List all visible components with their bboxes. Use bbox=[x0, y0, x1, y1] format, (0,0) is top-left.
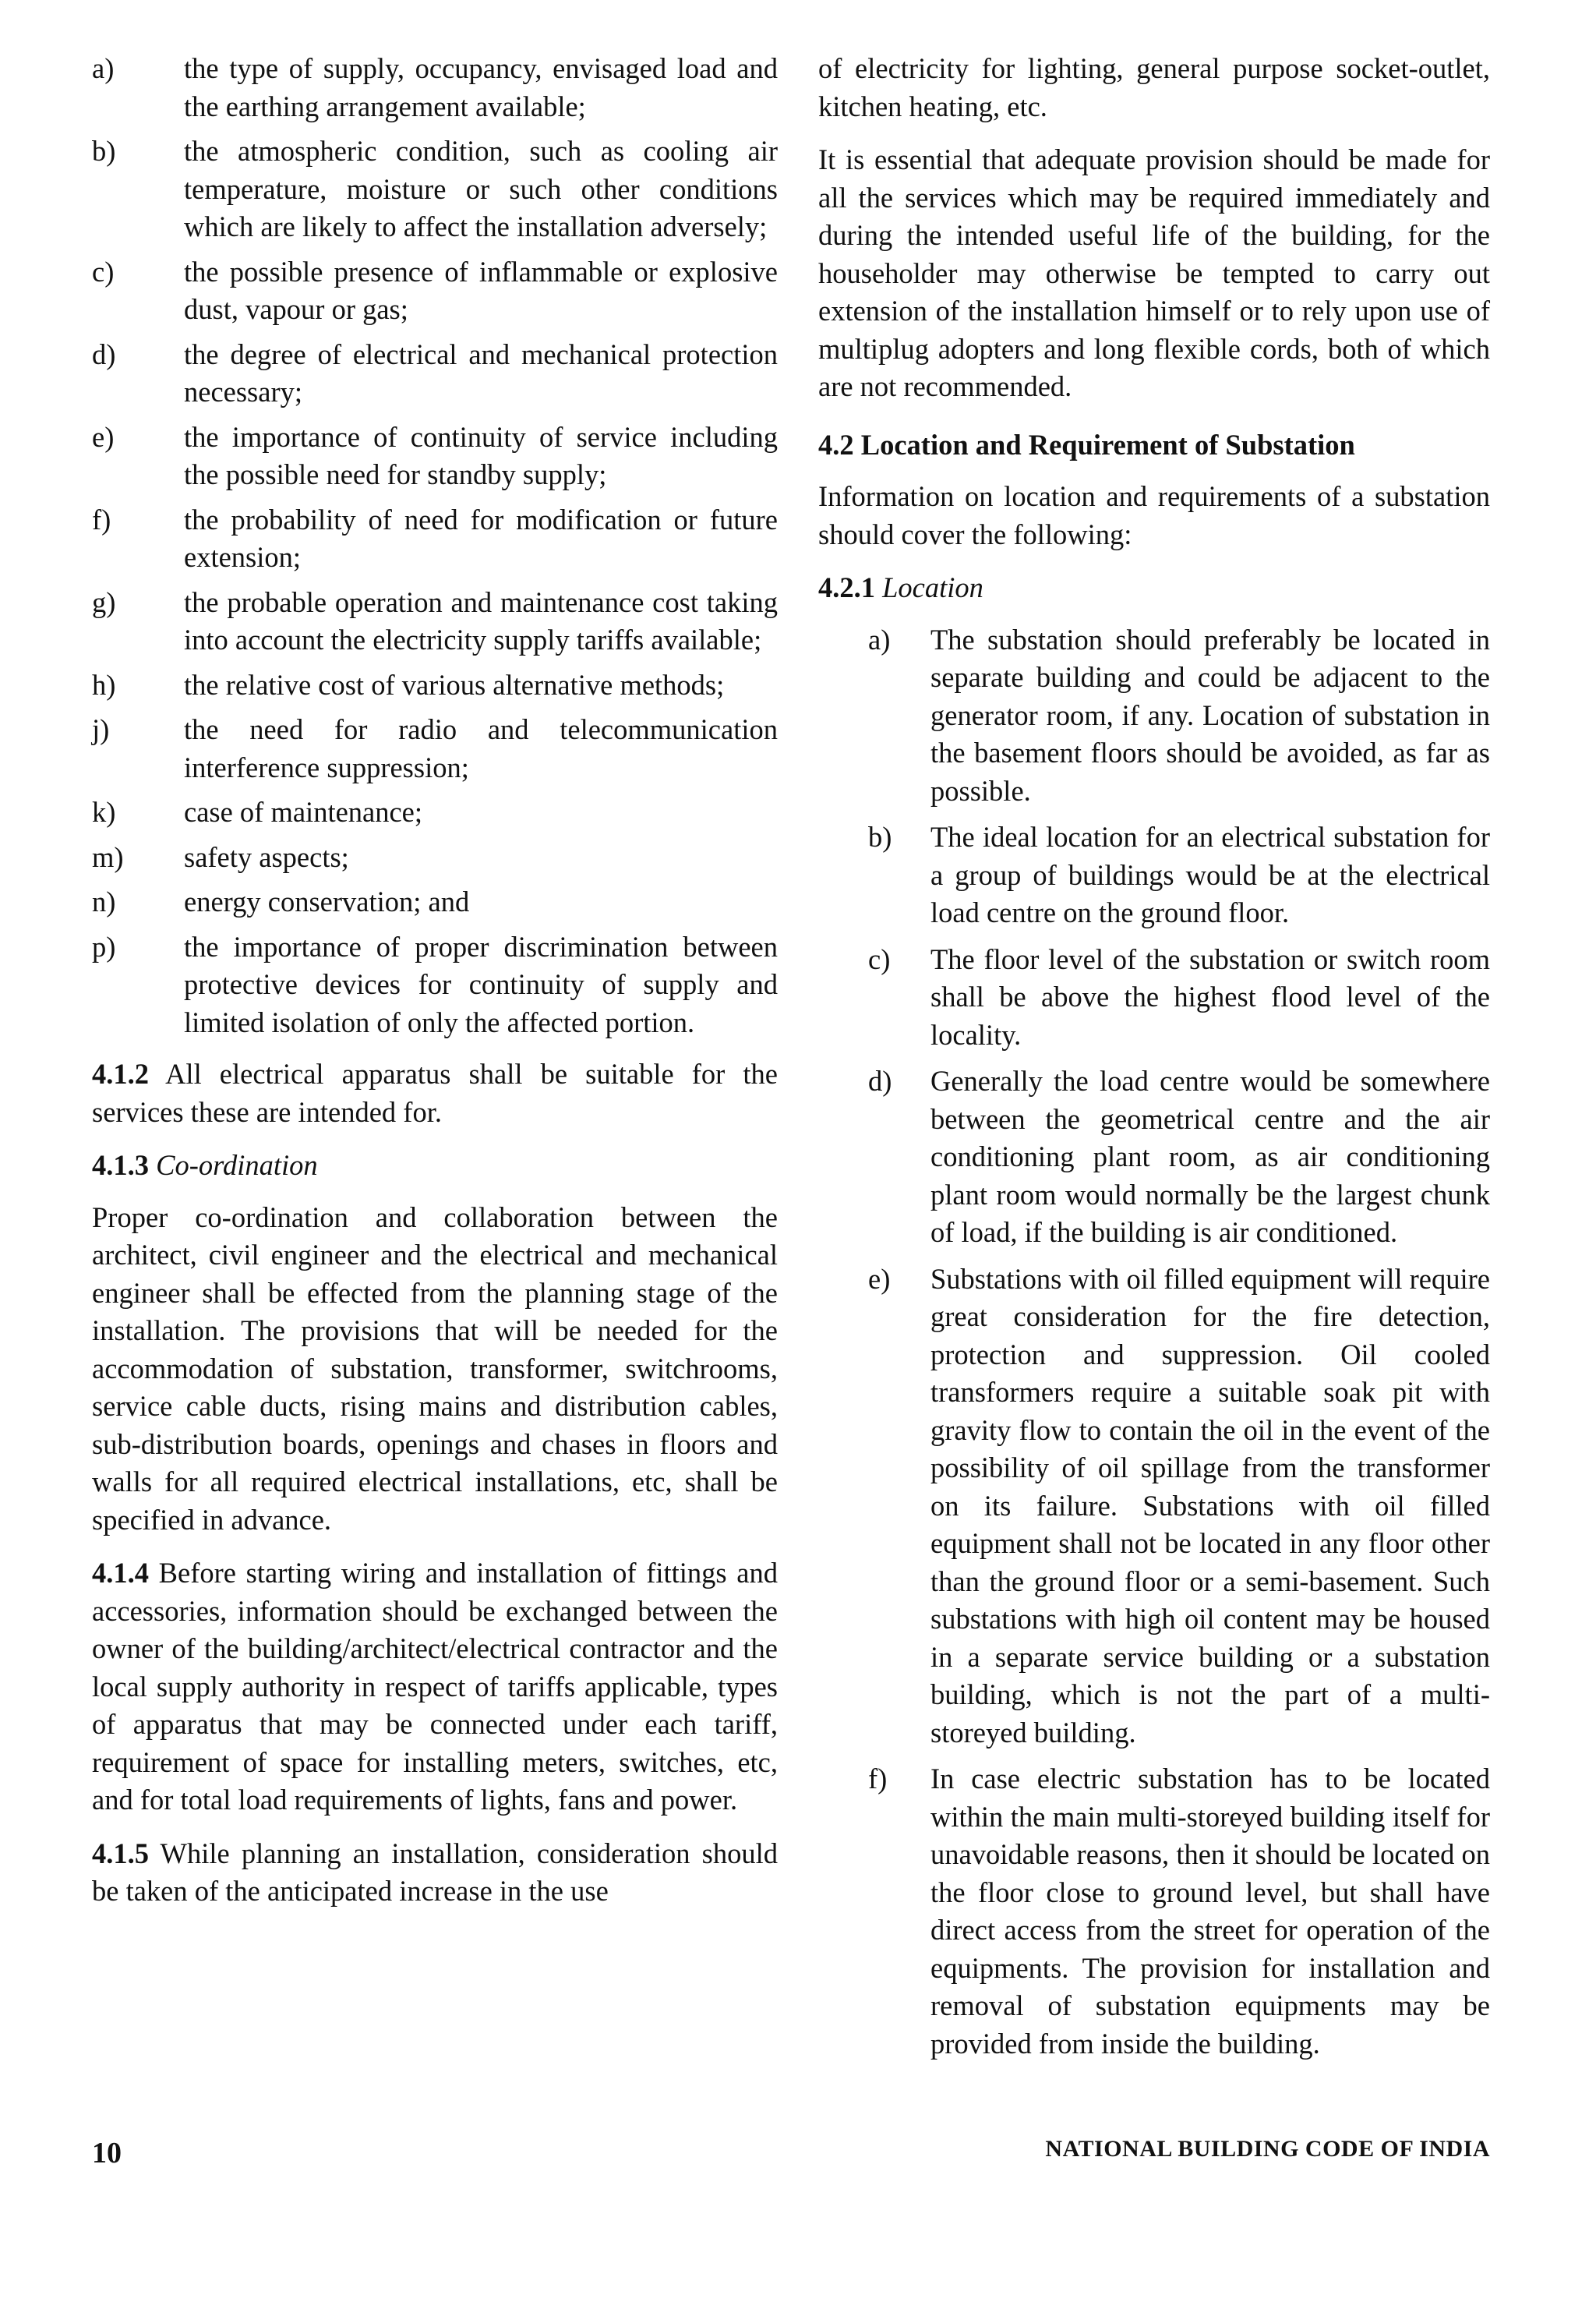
list-item-text: case of maintenance; bbox=[184, 796, 423, 828]
list-item bbox=[92, 253, 778, 329]
list-marker: j) bbox=[92, 713, 110, 745]
list-marker: g) bbox=[92, 585, 116, 618]
clause-4-1-4 bbox=[92, 1554, 778, 1819]
list-item-text: the relative cost of various alternative methods; bbox=[184, 668, 725, 701]
list-item bbox=[92, 711, 778, 787]
clause-4-1-2 bbox=[92, 1055, 778, 1131]
list-item-text: The ideal location for an electrical substation for a group of buildings would be at the electrical load centre on the ground floor. bbox=[930, 821, 1490, 928]
clause-number: 4.2 bbox=[818, 428, 854, 461]
list-item bbox=[92, 928, 778, 1042]
list-item bbox=[868, 1063, 1490, 1252]
list-marker: k) bbox=[92, 796, 116, 828]
list-marker: f) bbox=[868, 1763, 888, 1795]
list-marker: h) bbox=[92, 668, 116, 701]
list-marker: c) bbox=[868, 942, 891, 975]
clause-title: Location and Requirement of Substation bbox=[853, 428, 1355, 461]
clause-4-2-paragraph: Information on location and requirements of a substation should cover the following: bbox=[818, 480, 1490, 550]
list-item bbox=[92, 883, 778, 921]
list-item bbox=[868, 819, 1490, 932]
clause-text: Before starting wiring and installation of fittings and accessories, information should be exchanged between the owner of the building/architect/electrical contractor and the local supply authority in respect of tariffs applicable, types of apparatus that may be connected under each tariff, requirement of space for installing meters, switches, etc, and for total load requirements of lights, fans and power. bbox=[92, 1557, 778, 1816]
clause-4-1-3-heading bbox=[92, 1147, 778, 1185]
list-item bbox=[868, 941, 1490, 1055]
clause-title: Location bbox=[882, 571, 983, 603]
page-number: 10 bbox=[92, 2137, 122, 2169]
page-footer bbox=[92, 2136, 1490, 2170]
list-marker: c) bbox=[92, 255, 115, 288]
list-item bbox=[92, 794, 778, 832]
list-item bbox=[92, 584, 778, 659]
list-item bbox=[868, 621, 1490, 811]
list-item-text: the probable operation and maintenance cost taking into account the electricity supply tariffs available; bbox=[184, 585, 778, 656]
clause-number: 4.1.5 bbox=[92, 1837, 149, 1869]
list-item-text: the type of supply, occupancy, envisaged load and the earthing arrangement available; bbox=[184, 52, 778, 122]
list-item-text: the probability of need for modification or future extension; bbox=[184, 503, 778, 573]
list-marker: d) bbox=[868, 1065, 892, 1097]
requirements-list bbox=[92, 50, 778, 1041]
list-item-text: The floor level of the substation or switch room shall be above the highest flood level of the locality. bbox=[930, 942, 1490, 1051]
clause-4-2-1-heading bbox=[818, 569, 1490, 607]
clause-number: 4.1.3 bbox=[92, 1149, 149, 1181]
list-marker: d) bbox=[92, 338, 116, 370]
clause-4-1-3-paragraph: Proper co-ordination and collaboration between the architect, civil engineer and the electrical and mechanical engineer shall be effected from the planning stage of the installation. The provisions that will be needed for the accommodation of substation, transformer, switchrooms, service cable ducts, rising mains and distribution cables, sub-distribution boards, openings and chases in floors and walls for all required electrical installations, etc, shall be specified in advance. bbox=[92, 1200, 778, 1536]
clause-text: All electrical apparatus shall be suitable for the services these are intended for. bbox=[92, 1058, 778, 1128]
clause-number: 4.2.1 bbox=[818, 571, 875, 603]
clause-text: While planning an installation, consideration should be taken of the anticipated increase in the use bbox=[92, 1837, 778, 1907]
list-marker: p) bbox=[92, 930, 116, 963]
list-item-text: the degree of electrical and mechanical protection necessary; bbox=[184, 338, 778, 408]
list-item bbox=[92, 419, 778, 494]
list-item-text: Generally the load centre would be somewhere between the geometrical centre and the air conditioning plant room, as air conditioning plant room would normally be the largest chunk of load, if the building is air conditioned. bbox=[930, 1065, 1490, 1248]
clause-title: Co-ordination bbox=[156, 1149, 318, 1181]
clause-number: 4.1.4 bbox=[92, 1557, 149, 1589]
provision-paragraph: It is essential that adequate provision should be made for all the services which may be required immediately and during the intended useful life of the building, for the householder may otherwise be tempted to carry out extension of the installation himself or to rely upon use of multiplug adopters and long flexible cords, both of which are not recommended. bbox=[818, 143, 1490, 402]
list-item-text: The substation should preferably be located in separate building and could be adjacent to the generator room, if any. Location of substation in the basement floors should be avoided, as far as possible. bbox=[930, 623, 1490, 807]
list-marker: a) bbox=[92, 52, 115, 84]
list-marker: e) bbox=[92, 420, 115, 453]
list-item bbox=[868, 1760, 1490, 2063]
list-item bbox=[92, 133, 778, 246]
list-item-text: In case electric substation has to be located within the main multi-storeyed building itself for unavoidable reasons, then it should be located on the floor close to ground level, but shall have direct access from the street for operation of the equipments. The provision for installation and removal of substation equipments may be provided from inside the building. bbox=[930, 1763, 1490, 2060]
list-item-text: the atmospheric condition, such as cooling air temperature, moisture or such other conditions which are likely to affect the installation adversely; bbox=[184, 135, 778, 242]
list-marker: f) bbox=[92, 503, 111, 536]
continuation-paragraph: of electricity for lighting, general purpose socket-outlet, kitchen heating, etc. bbox=[818, 52, 1490, 122]
list-item-text: safety aspects; bbox=[184, 840, 349, 873]
list-item bbox=[92, 336, 778, 412]
list-marker: b) bbox=[868, 821, 892, 853]
list-marker: b) bbox=[92, 135, 116, 167]
list-item-text: the need for radio and telecommunication interference suppression; bbox=[184, 713, 778, 783]
list-marker: e) bbox=[868, 1262, 891, 1295]
right-column bbox=[818, 50, 1490, 2071]
list-marker: n) bbox=[92, 886, 116, 918]
list-item bbox=[868, 1261, 1490, 1752]
clause-4-2-heading bbox=[818, 426, 1490, 465]
left-column bbox=[92, 50, 778, 1926]
clause-4-1-5 bbox=[92, 1835, 778, 1911]
list-marker: m) bbox=[92, 840, 124, 873]
location-list bbox=[868, 621, 1490, 2063]
list-item bbox=[92, 50, 778, 126]
list-item bbox=[92, 667, 778, 705]
list-item-text: the importance of proper discrimination between protective devices for continuity of supply and limited isolation of only the affected portion. bbox=[184, 930, 778, 1038]
list-item-text: the possible presence of inflammable or explosive dust, vapour or gas; bbox=[184, 255, 778, 325]
list-item-text: Substations with oil filled equipment will require great consideration for the fire detection, protection and suppression. Oil cooled transformers require a suitable soak pit with gravity flow to contain the oil in the event of the possibility of oil spillage from the transformer on its failure. Substations with oil filled equipment shall not be located in any floor other than the ground floor or a semi-basement. Such substations with high oil content may be housed in a separate service building or a substation building, which is not the part of a multi-storeyed building. bbox=[930, 1262, 1490, 1749]
list-item bbox=[92, 501, 778, 577]
list-item bbox=[92, 839, 778, 877]
publication-title: NATIONAL BUILDING CODE OF INDIA bbox=[1045, 2136, 1490, 2162]
list-item-text: energy conservation; and bbox=[184, 886, 470, 918]
list-marker: a) bbox=[868, 623, 891, 656]
clause-number: 4.1.2 bbox=[92, 1058, 149, 1090]
list-item-text: the importance of continuity of service including the possible need for standby supply; bbox=[184, 420, 778, 490]
